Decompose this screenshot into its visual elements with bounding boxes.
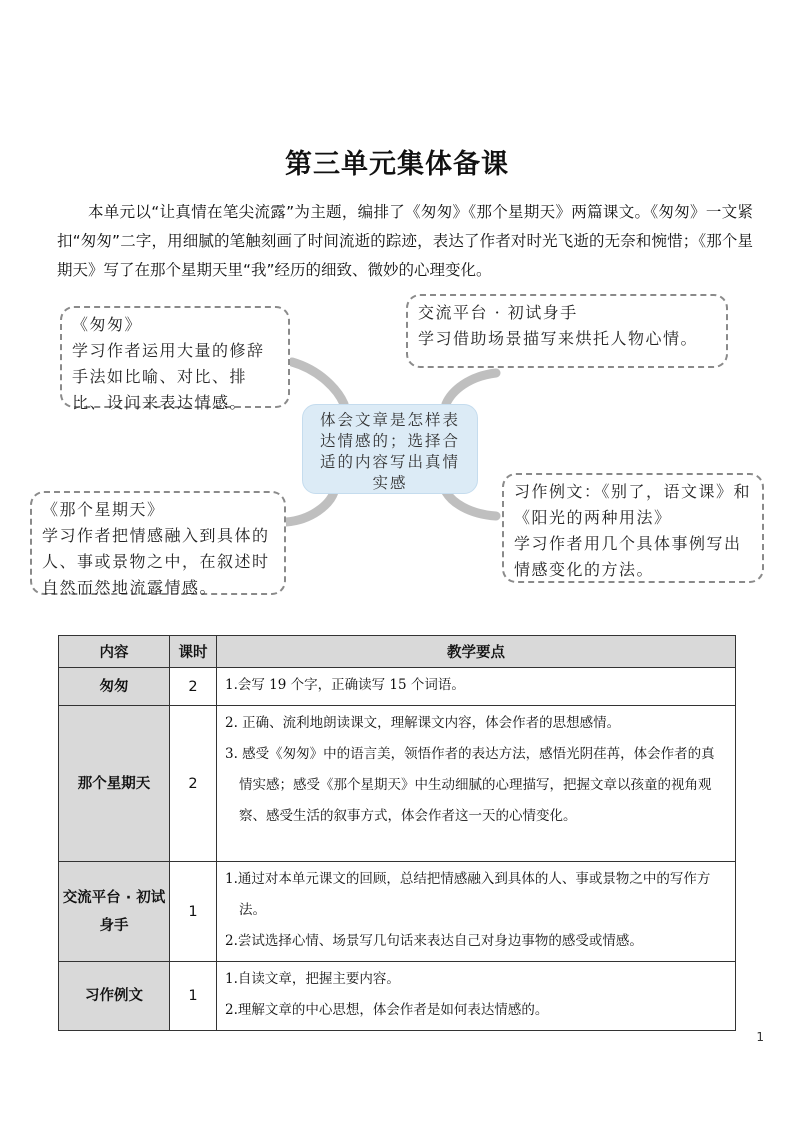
mindmap-node-congcong xyxy=(60,306,290,412)
row-points xyxy=(217,668,736,706)
point-item: 1.通过对本单元课文的回顾，总结把情感融入到具体的人、事或景物之中的写作方法。 xyxy=(225,871,711,918)
connector-bottom-left xyxy=(286,492,334,522)
row-hours: 1 xyxy=(170,862,217,962)
node-title: 习作例文：《别了，语文课》和《阳光的两种用法》 xyxy=(514,482,752,527)
node-text: 学习作者用几个具体事例写出情感变化的方法。 xyxy=(514,534,742,579)
page-title: 第三单元集体备课 xyxy=(285,149,509,180)
node-text: 学习作者把情感融入到具体的人、事或景物之中，在叙述时自然而然地流露情感。 xyxy=(42,526,270,597)
row-hours: 1 xyxy=(170,962,217,1031)
row-name: 习作例文 xyxy=(59,962,170,1031)
row-name: 那个星期天 xyxy=(59,706,170,862)
row-hours: 2 xyxy=(170,706,217,862)
lesson-plan-table xyxy=(58,635,736,1031)
row-points xyxy=(217,706,736,862)
table-row xyxy=(59,706,736,862)
header-content: 内容 xyxy=(59,636,170,668)
connector-top-right xyxy=(446,373,496,404)
point-item: 2. 正确、流利地朗读课文，理解课文内容，体会作者的思想感情。 xyxy=(225,715,621,731)
connector-top-left xyxy=(292,362,344,404)
node-text: 学习作者运用大量的修辞手法如比喻、对比、排比、设问来表达情感。 xyxy=(72,341,265,412)
mindmap-node-example-essays xyxy=(502,473,764,583)
node-title: 《那个星期天》 xyxy=(42,500,165,519)
page-number: 1 xyxy=(756,1030,764,1044)
row-name: 匆匆 xyxy=(59,668,170,706)
header-hours: 课时 xyxy=(170,636,217,668)
table-row xyxy=(59,962,736,1031)
intro-paragraph: 本单元以“让真情在笔尖流露”为主题，编排了《匆匆》《那个星期天》两篇课文。《匆匆》一文紧扣“匆匆”二字，用细腻的笔触刻画了时间流逝的踪迹，表达了作者对时光飞逝的无奈和惋惜；《那个星期天》写了在那个星期天里“我”经历的细致、微妙的心理变化。 xyxy=(57,203,753,279)
row-points xyxy=(217,962,736,1031)
node-title: 交流平台 · 初试身手 xyxy=(418,303,578,322)
node-title: 《匆匆》 xyxy=(72,315,143,334)
row-name: 交流平台 · 初试身手 xyxy=(59,862,170,962)
point-item: 1.会写 19 个字，正确读写 15 个词语。 xyxy=(225,677,465,693)
point-item: 2.理解文章的中心思想，体会作者是如何表达情感的。 xyxy=(225,1002,549,1018)
header-key-points: 教学要点 xyxy=(217,636,736,668)
table-header-row xyxy=(59,636,736,668)
mindmap-node-exchange-platform xyxy=(406,294,728,368)
connector-bottom-right xyxy=(446,492,496,516)
row-hours: 2 xyxy=(170,668,217,706)
node-text: 学习借助场景描写来烘托人物心情。 xyxy=(418,329,699,348)
row-points xyxy=(217,862,736,962)
point-item: 3. 感受《匆匆》中的语言美，领悟作者的表达方法，感悟光阴荏苒，体会作者的真情实感；感受《那个星期天》中生动细腻的心理描写，把握文章以孩童的视角观察、感受生活的叙事方式，体会作者这一天的心情变化。 xyxy=(225,746,715,824)
mindmap-center-node: 体会文章是怎样表达情感的；选择合适的内容写出真情实感 xyxy=(302,404,478,494)
point-item: 2.尝试选择心情、场景写几句话来表达自己对身边事物的感受或情感。 xyxy=(225,933,643,949)
table-row xyxy=(59,668,736,706)
table-row xyxy=(59,862,736,962)
mindmap-node-that-sunday xyxy=(30,491,286,595)
point-item: 1.自读文章，把握主要内容。 xyxy=(225,971,400,987)
